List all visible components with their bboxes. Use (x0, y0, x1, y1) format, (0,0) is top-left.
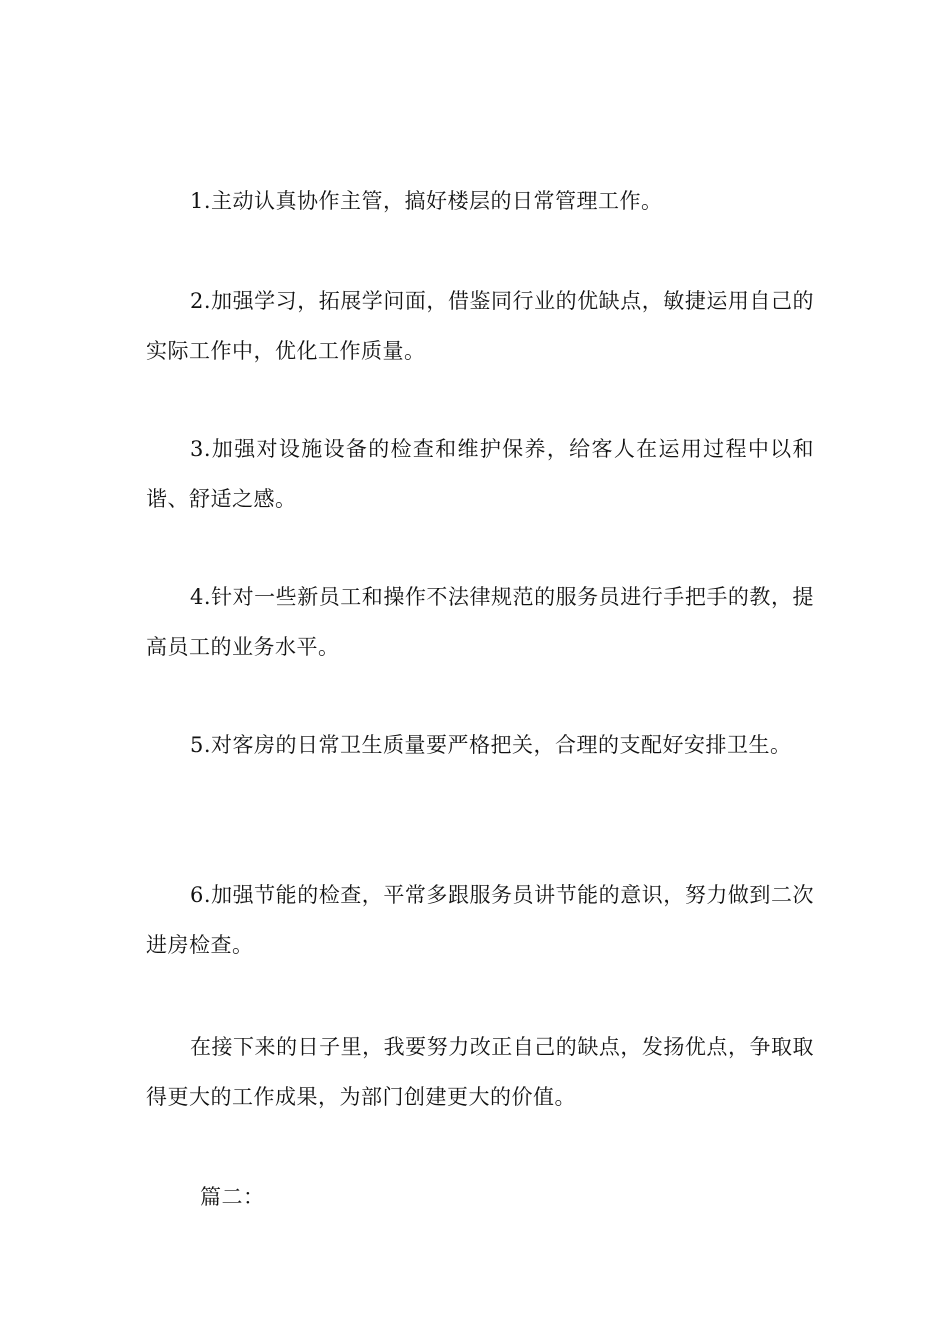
list-item-6: 6.加强节能的检查，平常多跟服务员讲节能的意识，努力做到二次进房检查。 (146, 883, 814, 957)
list-item-2: 2.加强学习，拓展学问面，借鉴同行业的优缺点，敏捷运用自己的实际工作中，优化工作质量。 (146, 289, 814, 363)
section-heading: 篇二： (200, 1185, 265, 1209)
list-item-3: 3.加强对设施设备的检查和维护保养，给客人在运用过程中以和谐、舒适之感。 (146, 437, 814, 511)
list-item-5: 5.对客房的日常卫生质量要严格把关，合理的支配好安排卫生。 (190, 733, 792, 757)
list-item-1: 1.主动认真协作主管，搞好楼层的日常管理工作。 (190, 189, 663, 213)
closing-paragraph: 在接下来的日子里，我要努力改正自己的缺点，发扬优点，争取取得更大的工作成果，为部门创建更大的价值。 (146, 1035, 814, 1109)
list-item-4: 4.针对一些新员工和操作不法律规范的服务员进行手把手的教，提高员工的业务水平。 (146, 585, 814, 659)
